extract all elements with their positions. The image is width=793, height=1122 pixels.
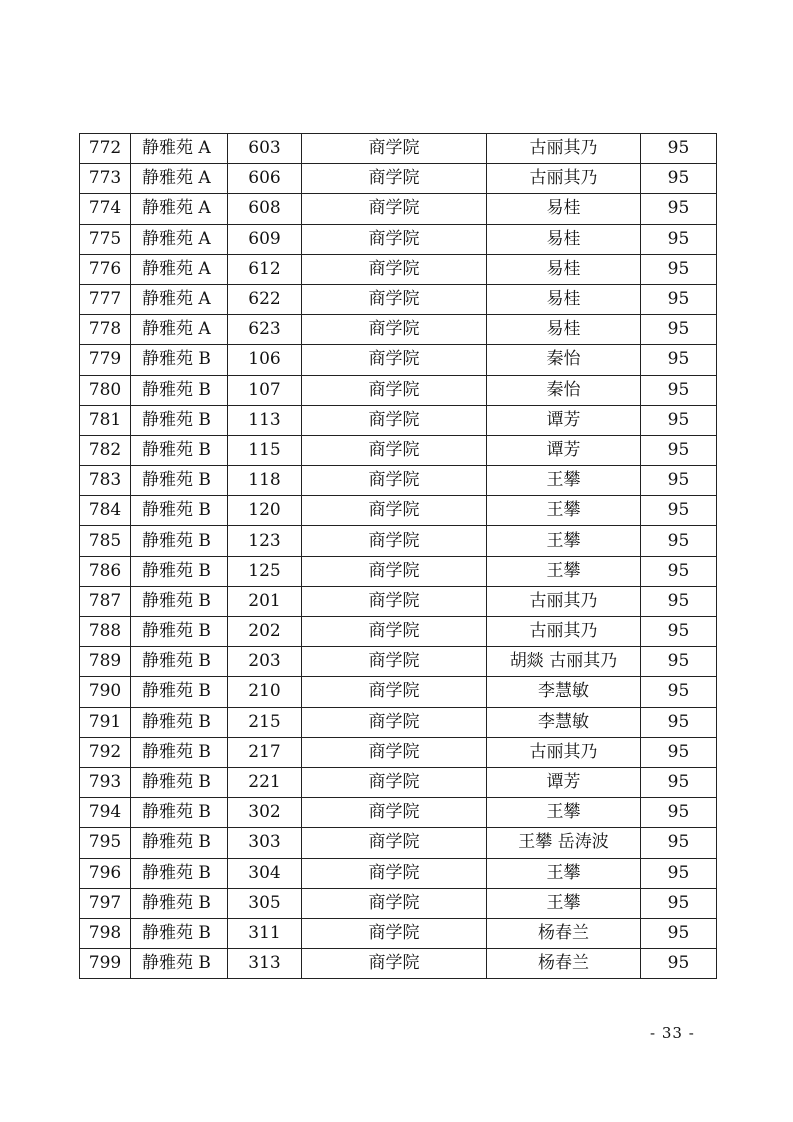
room-number-cell: 203 [228, 647, 302, 677]
building-cell: 静雅苑 B [131, 918, 228, 948]
score-cell: 95 [641, 798, 717, 828]
staff-name-cell: 古丽其乃 [487, 617, 641, 647]
building-cell: 静雅苑 B [131, 858, 228, 888]
row-number-cell: 781 [80, 405, 131, 435]
college-cell: 商学院 [302, 949, 487, 979]
row-number-cell: 785 [80, 526, 131, 556]
staff-name-cell: 王攀 [487, 858, 641, 888]
building-cell: 静雅苑 B [131, 405, 228, 435]
college-cell: 商学院 [302, 737, 487, 767]
score-cell: 95 [641, 496, 717, 526]
college-cell: 商学院 [302, 345, 487, 375]
college-cell: 商学院 [302, 556, 487, 586]
building-cell: 静雅苑 B [131, 345, 228, 375]
staff-name-cell: 谭芳 [487, 405, 641, 435]
staff-name-cell: 谭芳 [487, 767, 641, 797]
room-number-cell: 125 [228, 556, 302, 586]
row-number-cell: 783 [80, 466, 131, 496]
college-cell: 商学院 [302, 164, 487, 194]
room-number-cell: 606 [228, 164, 302, 194]
row-number-cell: 791 [80, 707, 131, 737]
building-cell: 静雅苑 B [131, 496, 228, 526]
staff-name-cell: 王攀 [487, 496, 641, 526]
room-number-cell: 113 [228, 405, 302, 435]
score-cell: 95 [641, 194, 717, 224]
staff-name-cell: 易桂 [487, 284, 641, 314]
building-cell: 静雅苑 A [131, 254, 228, 284]
staff-name-cell: 杨春兰 [487, 918, 641, 948]
table-row [80, 798, 717, 828]
room-number-cell: 313 [228, 949, 302, 979]
college-cell: 商学院 [302, 918, 487, 948]
room-number-cell: 623 [228, 315, 302, 345]
table-row [80, 405, 717, 435]
college-cell: 商学院 [302, 526, 487, 556]
staff-name-cell: 王攀 [487, 526, 641, 556]
page-number: - 33 - [650, 1024, 695, 1042]
row-number-cell: 773 [80, 164, 131, 194]
staff-name-cell: 易桂 [487, 315, 641, 345]
table-row [80, 496, 717, 526]
row-number-cell: 789 [80, 647, 131, 677]
room-number-cell: 118 [228, 466, 302, 496]
score-cell: 95 [641, 828, 717, 858]
score-cell: 95 [641, 586, 717, 616]
building-cell: 静雅苑 A [131, 224, 228, 254]
row-number-cell: 778 [80, 315, 131, 345]
table-row [80, 315, 717, 345]
room-number-cell: 201 [228, 586, 302, 616]
table-row [80, 224, 717, 254]
room-number-cell: 123 [228, 526, 302, 556]
table-row [80, 949, 717, 979]
college-cell: 商学院 [302, 677, 487, 707]
building-cell: 静雅苑 A [131, 284, 228, 314]
staff-name-cell: 易桂 [487, 194, 641, 224]
college-cell: 商学院 [302, 798, 487, 828]
row-number-cell: 772 [80, 134, 131, 164]
score-cell: 95 [641, 526, 717, 556]
staff-name-cell: 古丽其乃 [487, 164, 641, 194]
college-cell: 商学院 [302, 647, 487, 677]
room-number-cell: 303 [228, 828, 302, 858]
building-cell: 静雅苑 B [131, 375, 228, 405]
college-cell: 商学院 [302, 134, 487, 164]
room-number-cell: 302 [228, 798, 302, 828]
score-cell: 95 [641, 466, 717, 496]
staff-name-cell: 王攀 [487, 466, 641, 496]
table-row [80, 556, 717, 586]
staff-name-cell: 杨春兰 [487, 949, 641, 979]
staff-name-cell: 李慧敏 [487, 677, 641, 707]
row-number-cell: 797 [80, 888, 131, 918]
staff-name-cell: 古丽其乃 [487, 134, 641, 164]
table-row [80, 858, 717, 888]
room-number-cell: 107 [228, 375, 302, 405]
room-number-cell: 215 [228, 707, 302, 737]
table-row [80, 617, 717, 647]
room-number-cell: 221 [228, 767, 302, 797]
college-cell: 商学院 [302, 224, 487, 254]
table-row [80, 586, 717, 616]
table-row [80, 888, 717, 918]
score-cell: 95 [641, 617, 717, 647]
table-row [80, 194, 717, 224]
room-number-cell: 106 [228, 345, 302, 375]
college-cell: 商学院 [302, 496, 487, 526]
table-row [80, 677, 717, 707]
room-number-cell: 612 [228, 254, 302, 284]
staff-name-cell: 王攀 [487, 888, 641, 918]
building-cell: 静雅苑 B [131, 647, 228, 677]
room-number-cell: 622 [228, 284, 302, 314]
table-row [80, 284, 717, 314]
building-cell: 静雅苑 B [131, 888, 228, 918]
table-row [80, 737, 717, 767]
score-cell: 95 [641, 375, 717, 405]
table-row [80, 435, 717, 465]
building-cell: 静雅苑 B [131, 767, 228, 797]
room-number-cell: 305 [228, 888, 302, 918]
staff-name-cell: 胡燚 古丽其乃 [487, 647, 641, 677]
staff-name-cell: 易桂 [487, 224, 641, 254]
room-number-cell: 115 [228, 435, 302, 465]
score-cell: 95 [641, 254, 717, 284]
college-cell: 商学院 [302, 586, 487, 616]
building-cell: 静雅苑 A [131, 164, 228, 194]
staff-name-cell: 王攀 [487, 798, 641, 828]
score-cell: 95 [641, 677, 717, 707]
table-row [80, 134, 717, 164]
building-cell: 静雅苑 B [131, 435, 228, 465]
staff-name-cell: 古丽其乃 [487, 737, 641, 767]
building-cell: 静雅苑 B [131, 798, 228, 828]
table-row [80, 375, 717, 405]
room-number-cell: 603 [228, 134, 302, 164]
table-row [80, 707, 717, 737]
room-number-cell: 210 [228, 677, 302, 707]
room-number-cell: 311 [228, 918, 302, 948]
score-cell: 95 [641, 918, 717, 948]
college-cell: 商学院 [302, 405, 487, 435]
college-cell: 商学院 [302, 466, 487, 496]
score-cell: 95 [641, 888, 717, 918]
college-cell: 商学院 [302, 315, 487, 345]
row-number-cell: 788 [80, 617, 131, 647]
row-number-cell: 775 [80, 224, 131, 254]
table-body [80, 134, 717, 979]
table-row [80, 164, 717, 194]
score-cell: 95 [641, 767, 717, 797]
row-number-cell: 793 [80, 767, 131, 797]
row-number-cell: 792 [80, 737, 131, 767]
table-row [80, 345, 717, 375]
college-cell: 商学院 [302, 284, 487, 314]
staff-name-cell: 王攀 岳涛波 [487, 828, 641, 858]
building-cell: 静雅苑 A [131, 315, 228, 345]
score-cell: 95 [641, 858, 717, 888]
table-row [80, 767, 717, 797]
row-number-cell: 795 [80, 828, 131, 858]
staff-name-cell: 李慧敏 [487, 707, 641, 737]
college-cell: 商学院 [302, 767, 487, 797]
row-number-cell: 777 [80, 284, 131, 314]
row-number-cell: 774 [80, 194, 131, 224]
row-number-cell: 796 [80, 858, 131, 888]
row-number-cell: 786 [80, 556, 131, 586]
table-row [80, 466, 717, 496]
row-number-cell: 794 [80, 798, 131, 828]
table-row [80, 647, 717, 677]
row-number-cell: 780 [80, 375, 131, 405]
row-number-cell: 799 [80, 949, 131, 979]
score-cell: 95 [641, 345, 717, 375]
score-cell: 95 [641, 556, 717, 586]
room-number-cell: 304 [228, 858, 302, 888]
building-cell: 静雅苑 B [131, 466, 228, 496]
college-cell: 商学院 [302, 707, 487, 737]
building-cell: 静雅苑 A [131, 194, 228, 224]
room-number-cell: 217 [228, 737, 302, 767]
staff-name-cell: 秦怡 [487, 345, 641, 375]
college-cell: 商学院 [302, 888, 487, 918]
building-cell: 静雅苑 B [131, 526, 228, 556]
table-row [80, 918, 717, 948]
score-cell: 95 [641, 405, 717, 435]
row-number-cell: 779 [80, 345, 131, 375]
building-cell: 静雅苑 A [131, 134, 228, 164]
row-number-cell: 782 [80, 435, 131, 465]
building-cell: 静雅苑 B [131, 707, 228, 737]
room-number-cell: 609 [228, 224, 302, 254]
college-cell: 商学院 [302, 828, 487, 858]
row-number-cell: 790 [80, 677, 131, 707]
room-number-cell: 120 [228, 496, 302, 526]
row-number-cell: 776 [80, 254, 131, 284]
college-cell: 商学院 [302, 617, 487, 647]
score-cell: 95 [641, 224, 717, 254]
building-cell: 静雅苑 B [131, 949, 228, 979]
staff-name-cell: 秦怡 [487, 375, 641, 405]
college-cell: 商学院 [302, 375, 487, 405]
score-cell: 95 [641, 435, 717, 465]
building-cell: 静雅苑 B [131, 677, 228, 707]
table-row [80, 254, 717, 284]
room-number-cell: 608 [228, 194, 302, 224]
building-cell: 静雅苑 B [131, 737, 228, 767]
building-cell: 静雅苑 B [131, 556, 228, 586]
row-number-cell: 798 [80, 918, 131, 948]
table-row [80, 828, 717, 858]
staff-name-cell: 易桂 [487, 254, 641, 284]
college-cell: 商学院 [302, 254, 487, 284]
staff-name-cell: 谭芳 [487, 435, 641, 465]
room-number-cell: 202 [228, 617, 302, 647]
college-cell: 商学院 [302, 194, 487, 224]
dormitory-score-table [79, 133, 717, 979]
score-cell: 95 [641, 949, 717, 979]
building-cell: 静雅苑 B [131, 586, 228, 616]
score-cell: 95 [641, 315, 717, 345]
building-cell: 静雅苑 B [131, 617, 228, 647]
staff-name-cell: 王攀 [487, 556, 641, 586]
row-number-cell: 784 [80, 496, 131, 526]
college-cell: 商学院 [302, 858, 487, 888]
row-number-cell: 787 [80, 586, 131, 616]
college-cell: 商学院 [302, 435, 487, 465]
score-cell: 95 [641, 737, 717, 767]
score-cell: 95 [641, 707, 717, 737]
building-cell: 静雅苑 B [131, 828, 228, 858]
table-row [80, 526, 717, 556]
staff-name-cell: 古丽其乃 [487, 586, 641, 616]
score-cell: 95 [641, 647, 717, 677]
score-cell: 95 [641, 284, 717, 314]
score-cell: 95 [641, 134, 717, 164]
score-cell: 95 [641, 164, 717, 194]
